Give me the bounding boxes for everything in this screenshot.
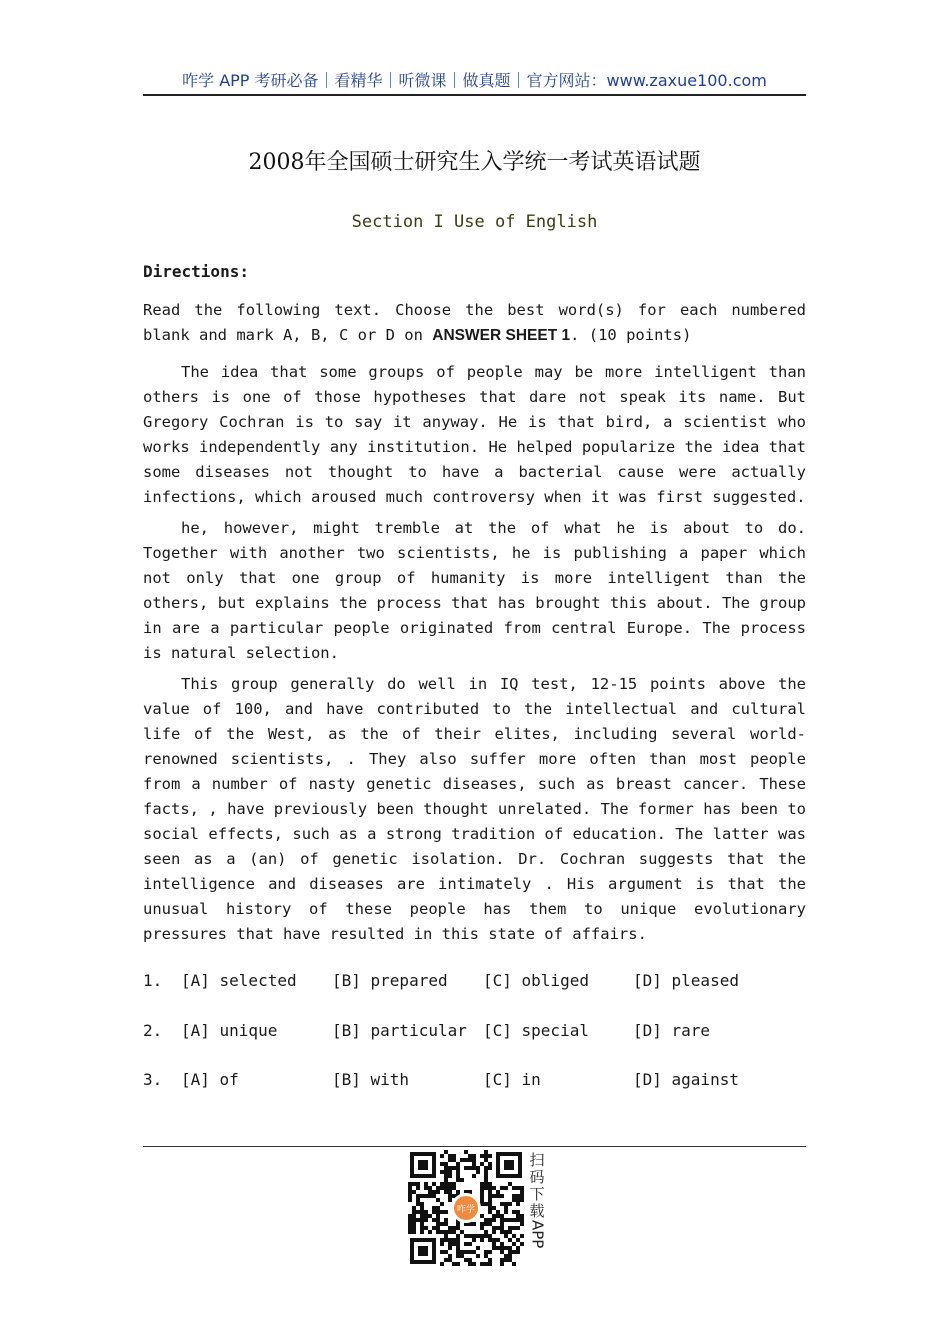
question-number: 1. xyxy=(143,971,163,990)
directions-text-a: Read the following text. Choose the best word(s) for each numbered blank and mark A, B, C or D on xyxy=(143,301,806,344)
option-c[interactable]: [C] special xyxy=(483,1021,589,1040)
passage-paragraph-3 xyxy=(143,672,806,947)
option-d[interactable]: [D] rare xyxy=(633,1021,711,1040)
passage-paragraph-2 xyxy=(143,516,806,666)
qr-code-icon[interactable] xyxy=(408,1150,524,1266)
qr-logo-text: 咋学 xyxy=(456,1205,476,1215)
scan-char: 码 xyxy=(529,1168,545,1186)
option-b[interactable]: [B] particular xyxy=(332,1021,467,1040)
question-row xyxy=(143,1070,806,1094)
scan-app: APP xyxy=(528,1220,547,1249)
directions-text-b: . (10 points) xyxy=(570,326,692,344)
scan-char: 扫 xyxy=(529,1151,545,1169)
question-row xyxy=(143,1021,806,1045)
section-heading: Section I Use of English xyxy=(351,212,598,232)
paragraph-text: This group generally do well in IQ test, 12-15 points above the value of 100, and have contributed to the intellectual and cultural life of the West, as the of their elites, including several world-renowned scientists, . They also suffer more often than most people from a number of nasty genetic diseases, such as breast cancer. These facts, , have previously been thought unrelated. The former has been to social effects, such as a strong tradition of education. The latter was seen as a (an) of genetic isolation. Dr. Cochran suggests that the intelligence and diseases are intimately . His argument is that the unusual history of these people has them to unique evolutionary pressures that have resulted in this state of affairs. xyxy=(143,675,806,943)
question-number: 3. xyxy=(143,1070,163,1089)
paragraph-text: he, however, might tremble at the of what he is about to do. Together with another two scientists, he is publishing a paper which not only that one group of humanity is more intelligent than the others, but explains the process that has brought this about. The group in are a particular people originated from central Europe. The process is natural selection. xyxy=(143,519,806,662)
question-number: 2. xyxy=(143,1021,163,1040)
option-d[interactable]: [D] pleased xyxy=(633,971,739,990)
footer-divider xyxy=(143,1146,806,1147)
option-a[interactable]: [A] unique xyxy=(181,1021,278,1040)
scan-download-label xyxy=(527,1152,547,1252)
directions-text xyxy=(143,298,806,348)
option-b[interactable]: [B] with xyxy=(332,1070,410,1089)
answer-sheet-label: ANSWER SHEET 1 xyxy=(432,327,571,344)
option-b[interactable]: [B] prepared xyxy=(332,971,448,990)
page-title: 2008年全国硕士研究生入学统一考试英语试题 xyxy=(248,150,701,175)
passage-paragraph-1 xyxy=(143,360,806,510)
option-a[interactable]: [A] selected xyxy=(181,971,297,990)
scan-char: 载 xyxy=(529,1202,545,1220)
option-c[interactable]: [C] in xyxy=(483,1070,541,1089)
option-d[interactable]: [D] against xyxy=(633,1070,739,1089)
option-a[interactable]: [A] of xyxy=(181,1070,239,1089)
directions-label: Directions: xyxy=(143,262,249,281)
site-header: 咋学 APP 考研必备｜看精华｜听微课｜做真题｜官方网站：www.zaxue100.com xyxy=(182,71,767,90)
option-c[interactable]: [C] obliged xyxy=(483,971,589,990)
question-row xyxy=(143,971,806,995)
header-divider xyxy=(143,94,806,96)
scan-char: 下 xyxy=(529,1185,545,1203)
paragraph-text: The idea that some groups of people may be more intelligent than others is one of those hypotheses that dare not speak its name. But Gregory Cochran is to say it anyway. He is that bird, a scientist who works independently any institution. He helped popularize the idea that some diseases not thought to have a bacterial cause were actually infections, which aroused much controversy when it was first suggested. xyxy=(143,363,806,506)
